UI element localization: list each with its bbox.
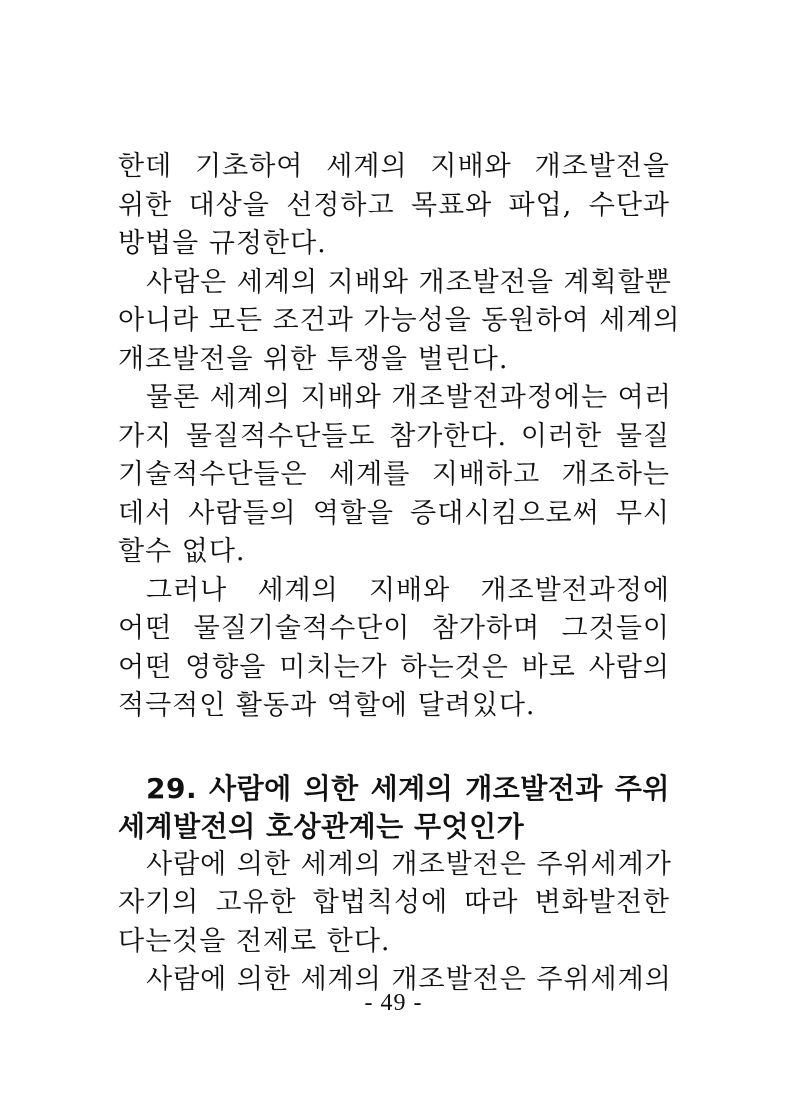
text-line: 기술적수단들은 세계를 지배하고 개조하는: [118, 459, 670, 490]
text-line: 데서 사람들의 역할을 증대시킴으로써 무시: [118, 497, 670, 529]
text-line: 아니라 모든 조건과 가능성을 동원하여 세계의: [118, 305, 681, 336]
text-line: 한데 기초하여 세계의 지배와 개조발전을: [118, 151, 670, 182]
text-line: 방법을 규정한다.: [118, 228, 327, 259]
text-line: 적극적인 활동과 역할에 달려있다.: [118, 690, 536, 721]
text-line: 사람에 의한 세계의 개조발전은 주위세계가: [146, 848, 672, 880]
text-line: 물론 세계의 지배와 개조발전과정에는 여러: [146, 382, 672, 413]
text-line: 개조발전을 위한 투쟁을 벌린다.: [118, 343, 509, 375]
heading-line: 세계발전의 호상관계는 무엇인가: [118, 809, 525, 843]
paragraph: [118, 264, 681, 380]
text-line: 할수 없다.: [118, 536, 246, 567]
paragraph-continuation: [118, 148, 670, 264]
text-line: 위한 대상을 선정하고 목표와 파업, 수단과: [118, 189, 670, 221]
text-line: 사람에 의한 세계의 개조발전은 주위세계의: [146, 964, 672, 995]
text-line: 다는것을 전제로 한다.: [118, 925, 391, 957]
heading-line: 29. 사람에 의한 세계의 개조발전과 주위: [146, 771, 670, 805]
text-line: 어떤 물질기술적수단이 참가하며 그것들이: [118, 613, 670, 644]
paragraph: [118, 572, 670, 726]
text-line: 가지 물질적수단들도 참가한다. 이러한 물질: [118, 420, 670, 452]
text-line: 어떤 영향을 미치는가 하는것은 바로 사람의: [118, 651, 670, 683]
paragraph: [118, 846, 670, 962]
text-line: 사람은 세계의 지배와 개조발전을 계획할뿐: [146, 266, 672, 298]
paragraph: [118, 379, 670, 572]
section-gap: [118, 726, 670, 770]
text-line: 자기의 고유한 합법칙성에 따라 변화발전한: [118, 887, 670, 918]
section-heading: [118, 770, 670, 846]
page-body: [118, 148, 681, 1000]
text-line: 그러나 세계의 지배와 개조발전과정에: [146, 574, 670, 606]
page-number: - 49 -: [364, 990, 423, 1016]
